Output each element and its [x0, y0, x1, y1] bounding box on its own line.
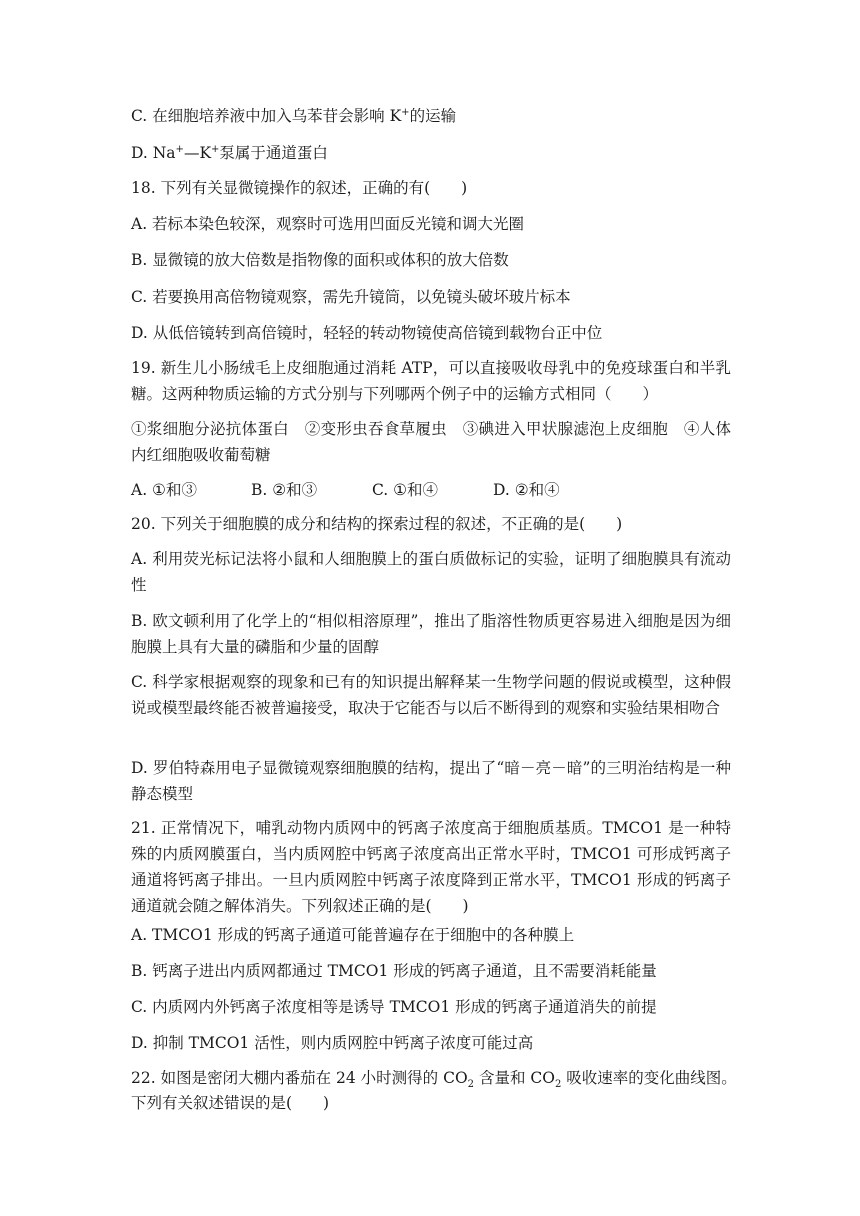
q21-option-a: A. TMCO1 形成的钙离子通道可能普遍存在于细胞中的各种膜上	[131, 926, 575, 944]
q19-option-c: C. ①和④	[372, 481, 439, 499]
q20-option-c: C. 科学家根据观察的现象和已有的知识提出解释某一生物学问题的假说或模型，这种假说或模型最终能否被普遍接受，取决于它能否与以后不断得到的观察和实验结果相吻合	[131, 673, 731, 717]
q18-option-c: C. 若要换用高倍物镜观察，需先升镜筒，以免镜头破坏玻片标本	[131, 288, 571, 306]
q20-stem: 20. 下列关于细胞膜的成分和结构的探索过程的叙述，不正确的是( )	[131, 515, 623, 533]
q18-option-d: D. 从低倍镜转到高倍镜时，轻轻的转动物镜使高倍镜到载物台正中位	[131, 324, 603, 342]
q19-options	[131, 480, 560, 500]
q21-option-c: C. 内质网内外钙离子浓度相等是诱导 TMCO1 形成的钙离子通道消失的前提	[131, 998, 657, 1016]
q21-option-b: B. 钙离子进出内质网都通过 TMCO1 形成的钙离子通道，且不需要消耗能量	[131, 962, 657, 980]
q19-stem: 19. 新生儿小肠绒毛上皮细胞通过消耗 ATP，可以直接吸收母乳中的免疫球蛋白和半乳糖。这两种物质运输的方式分别与下列哪两个例子中的运输方式相同（ ）	[131, 359, 731, 403]
q20-option-b: B. 欧文顿利用了化学上的“相似相溶原理”，推出了脂溶性物质更容易进入细胞是因为细胞膜上具有大量的磷脂和少量的固醇	[131, 612, 731, 656]
q19-option-d: D. ②和④	[493, 481, 560, 499]
q21-stem: 21. 正常情况下，哺乳动物内质网中的钙离子浓度高于细胞质基质。TMCO1 是一种特殊的内质网膜蛋白，当内质网腔中钙离子浓度高出正常水平时，TMCO1 可形成钙离子通道将钙离子排出。一旦内质网腔中钙离子浓度降到正常水平，TMCO1 形成的钙离子通道就会随之解体消失。下列叙述正确的是( )	[131, 819, 731, 915]
q22-stem-line1: 22. 如图是密闭大棚内番茄在 24 小时测得的 $CO_2$ 含量和 $CO_2$ 吸收速率的变化曲线图。	[131, 1069, 737, 1091]
q20-option-d: D. 罗伯特森用电子显微镜观察细胞膜的结构，提出了“暗－亮－暗”的三明治结构是一种静态模型	[131, 759, 731, 803]
q19-option-a: A. ①和③	[131, 481, 197, 499]
q21-option-d: D. 抑制 TMCO1 活性，则内质网腔中钙离子浓度可能过高	[131, 1034, 534, 1052]
q22-stem-line2: 下列有关叙述错误的是( )	[131, 1094, 330, 1112]
q19-option-b: B. ②和③	[251, 481, 318, 499]
q18-stem: 18. 下列有关显微镜操作的叙述，正确的有( )	[131, 179, 468, 197]
q17-option-d: D. Na+—K+泵属于通道蛋白	[131, 143, 328, 162]
q18-option-b: B. 显微镜的放大倍数是指物像的面积或体积的放大倍数	[131, 251, 509, 269]
q19-examples: ①浆细胞分泌抗体蛋白 ②变形虫吞食草履虫 ③碘进入甲状腺滤泡上皮细胞 ④人体内红细胞吸收葡萄糖	[131, 420, 731, 464]
q18-option-a: A. 若标本染色较深，观察时可选用凹面反光镜和调大光圈	[131, 215, 525, 233]
q20-option-a: A. 利用荧光标记法将小鼠和人细胞膜上的蛋白质做标记的实验，证明了细胞膜具有流动性	[131, 550, 731, 594]
q17-option-c: C. 在细胞培养液中加入乌苯苷会影响 K+的运输	[131, 106, 457, 125]
